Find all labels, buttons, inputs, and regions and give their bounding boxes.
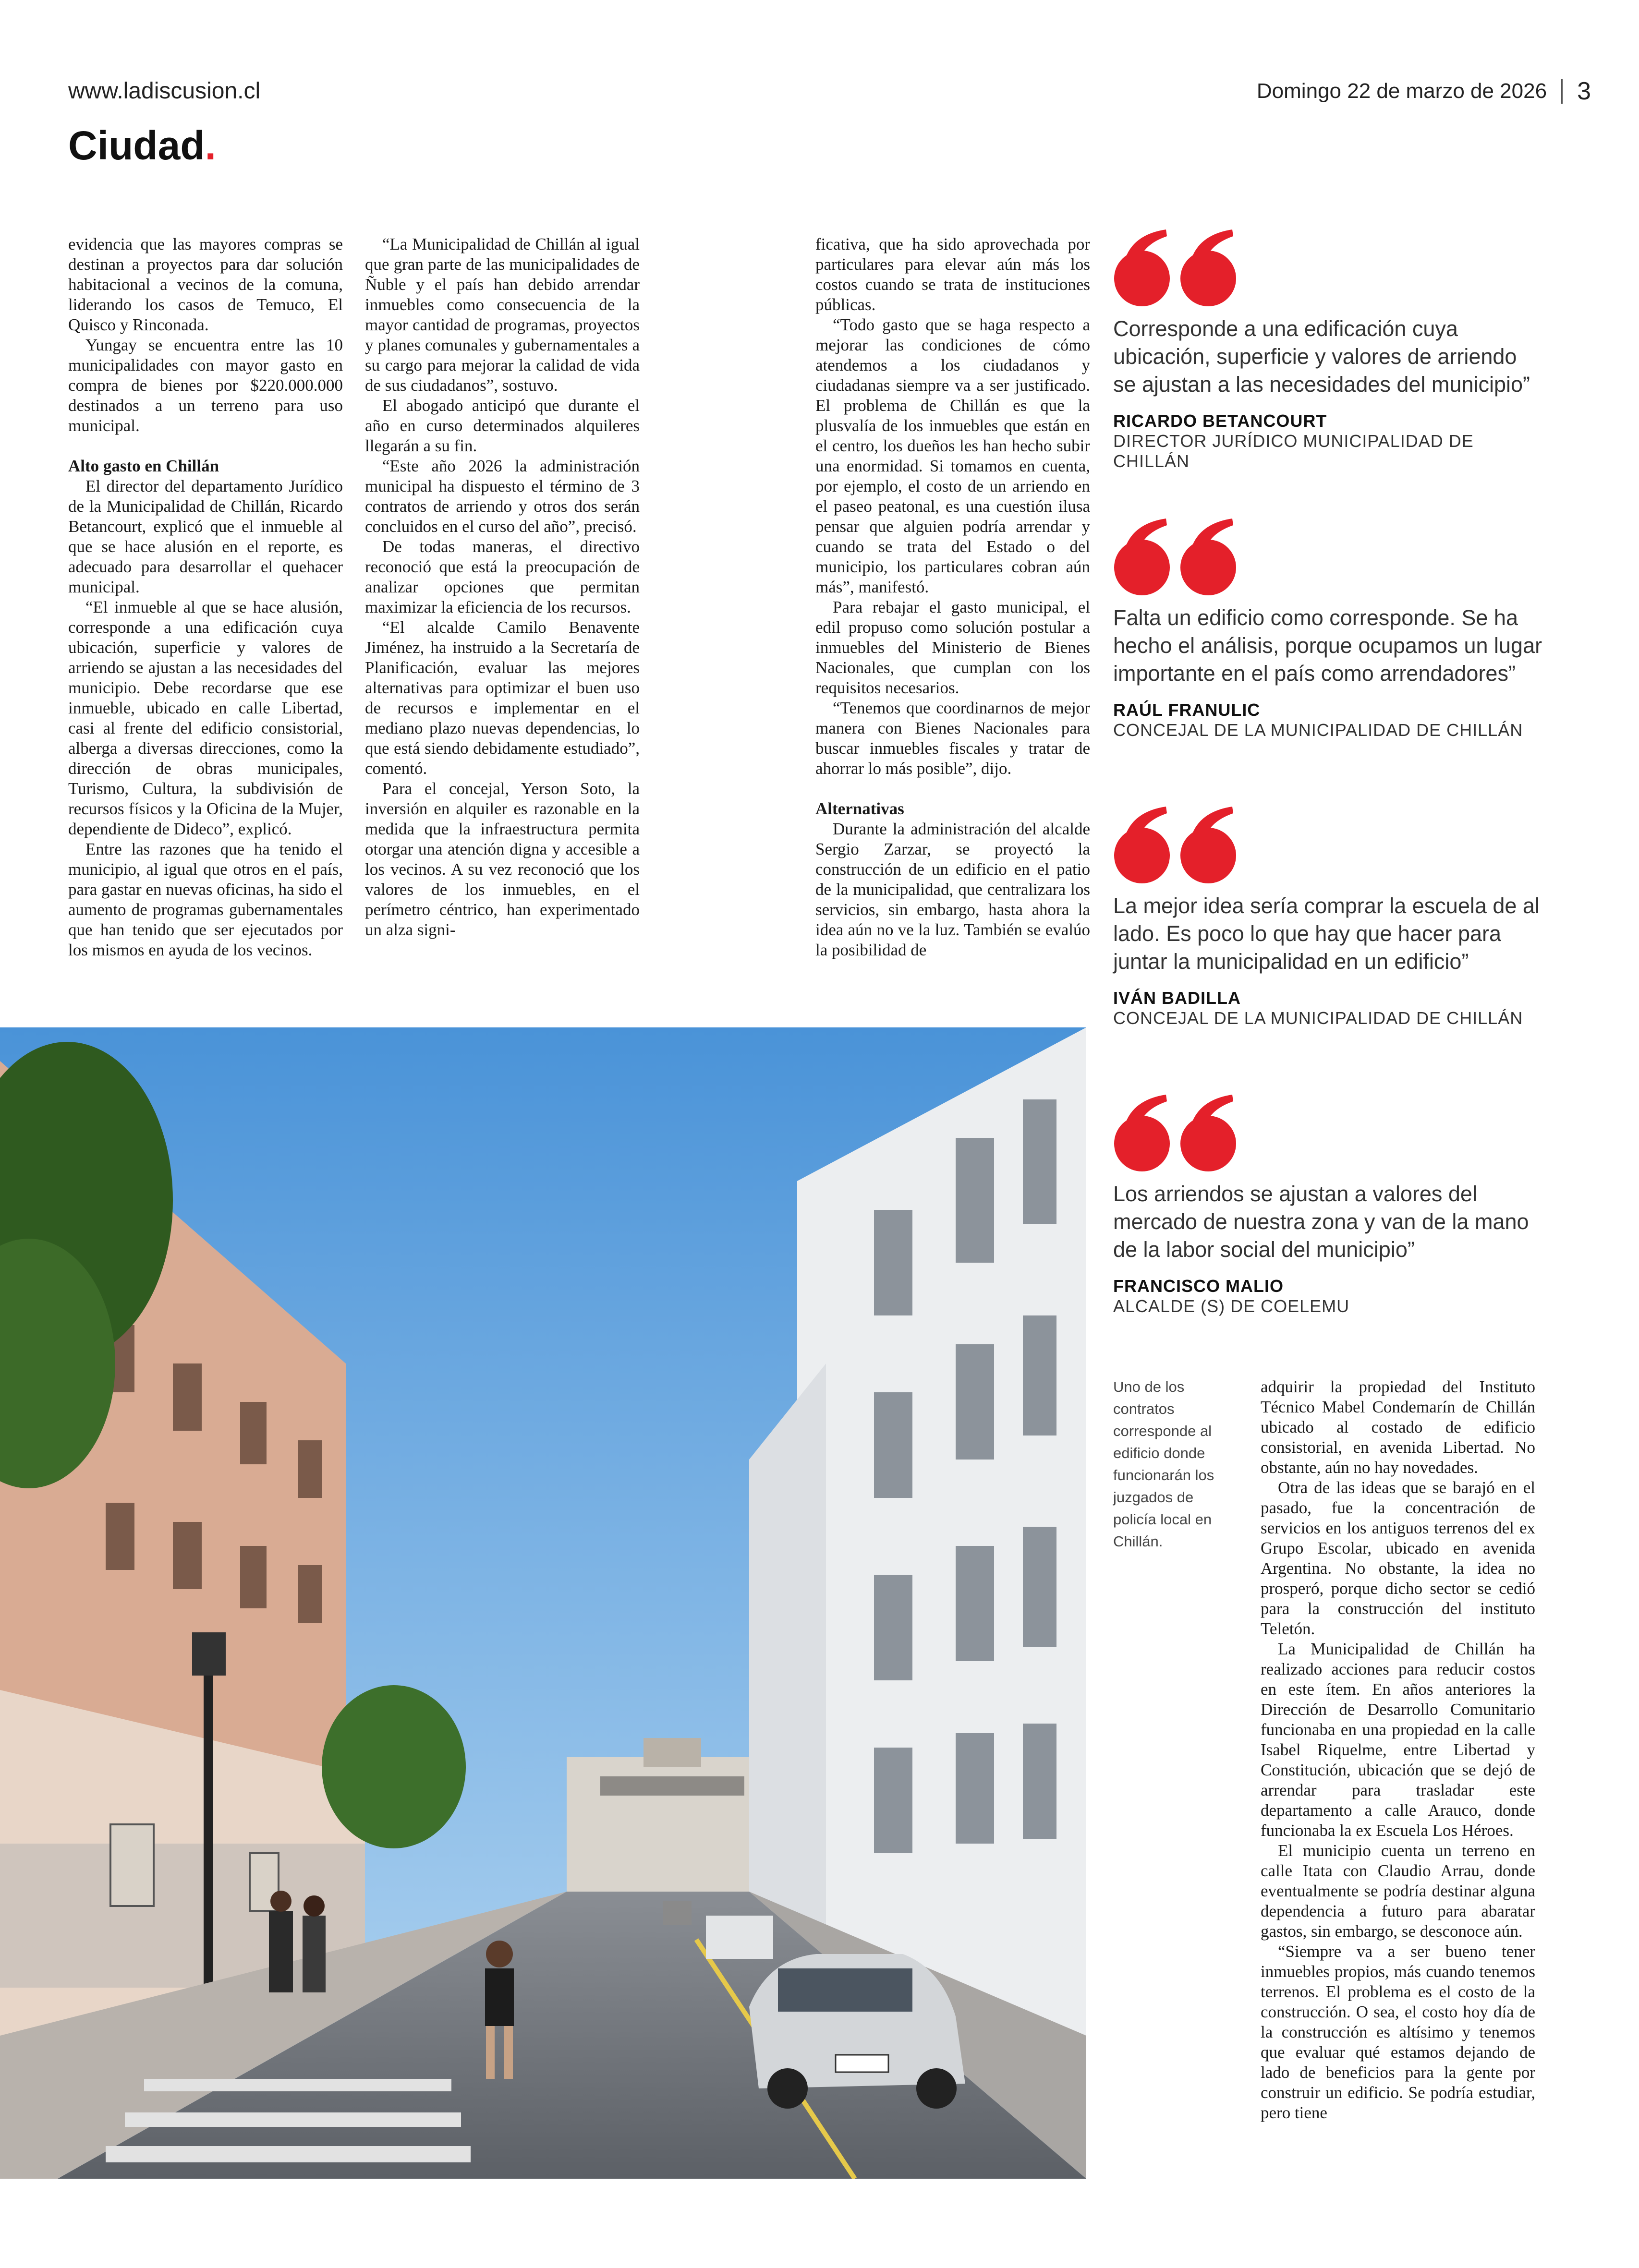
paragraph: De todas maneras, el directivo reconoció que está la preocupación de analizar opciones que permitan maximizar la eficiencia de los recursos. <box>365 537 640 616</box>
paragraph: “Tenemos que coordinarnos de mejor manera con Bienes Nacionales para buscar inmuebles fiscales y tratar de ahorrar lo más posible”, dijo. <box>815 699 1090 778</box>
street-photo <box>0 1027 1086 2179</box>
pull-quote <box>1113 803 1545 1028</box>
quote-text: Los arriendos se ajustan a valores del mercado de nuestra zona y van de la mano de la labor social del municipio” <box>1113 1182 1529 1262</box>
quote-author: IVÁN BADILLA <box>1113 988 1241 1008</box>
photo-caption: Uno de los contratos corresponde al edificio donde funcionarán los juzgados de policía local en Chillán. <box>1113 1378 1214 1550</box>
paragraph: Entre las razones que ha tenido el municipio, al igual que otros en el país, para gastar en nuevas oficinas, ha sido el aumento de programas gubernamentales que han tenido que ser ejecutados por los mismos en ayuda de los vecinos. <box>68 840 343 959</box>
paragraph: ficativa, que ha sido aprovechada por particulares para elevar aún más los costos cuando se trata de instituciones públicas. <box>815 235 1090 314</box>
paragraph: Otra de las ideas que se barajó en el pasado, fue la concentración de servicios en los antiguos terrenos del ex Grupo Escolar, ubicado en avenida Argentina. No obstante, la idea no prosperó, porque dicho sector se cedió para la construcción del instituto Teletón. <box>1261 1478 1535 1638</box>
quote-role: ALCALDE (S) DE COELEMU <box>1113 1296 1350 1316</box>
street-scene-image <box>0 1027 1086 2179</box>
dateline <box>1257 77 1591 106</box>
paragraph: “Este año 2026 la administración municipal ha dispuesto el término de 3 contratos de arriendo y otros dos serán concluidos en el curso del año”, precisó. <box>365 457 640 536</box>
quote-mark-icon <box>1113 1091 1243 1172</box>
article-column-4 <box>1261 1377 1535 2123</box>
quote-author: RAÚL FRANULIC <box>1113 700 1261 720</box>
paragraph: Para el concejal, Yerson Soto, la inversión en alquiler es razonable en la medida que la infraestructura permita otorgar una atención digna y accesible a los vecinos. A su vez reconoció que los valores de los inmuebles, en el perímetro céntrico, han experimentado un alza signi- <box>365 779 640 939</box>
paragraph: “Todo gasto que se haga respecto a mejorar las condiciones de cómo atendemos a los ciudadanos y ciudadanas siempre va a ser justificado. El problema de Chillán es que la plusvalía de los inmuebles que están en el centro, los dueños les han hecho subir una enormidad. Si tomamos en cuenta, por ejemplo, el costo de un arriendo en el paseo peatonal, es una cuestión ilusa pensar que alguien podría arrendar y cuando se trata del Estado o del municipio, los particulares cobran aún más”, manifestó. <box>815 315 1090 596</box>
paragraph: “El alcalde Camilo Benavente Jiménez, ha instruido a la Secretaría de Planificación, evaluar las mejores alternativas para optimizar el buen uso de recursos e implementar en el mediano plazo nuevas dependencias, lo que está siendo debidamente estudiado”, comentó. <box>365 618 640 778</box>
quote-role: CONCEJAL DE LA MUNICIPALIDAD DE CHILLÁN <box>1113 1008 1523 1028</box>
paragraph: adquirir la propiedad del Instituto Técnico Mabel Condemarín de Chillán ubicado al costado de edificio consistorial, en avenida Libertad. No obstante, aún no hay novedades. <box>1261 1377 1535 1477</box>
subheading: Alto gasto en Chillán <box>68 457 219 475</box>
quote-mark-icon <box>1113 803 1243 884</box>
paragraph: El abogado anticipó que durante el año en curso determinados alquileres llegarán a su fin. <box>365 396 640 455</box>
quote-author: RICARDO BETANCOURT <box>1113 411 1327 431</box>
quote-role: CONCEJAL DE LA MUNICIPALIDAD DE CHILLÁN <box>1113 720 1523 740</box>
paragraph: El director del departamento Jurídico de la Municipalidad de Chillán, Ricardo Betancourt, explicó que el inmueble al que se hace alusión en el reporte, es adecuado para desarrollar el quehacer municipal. <box>68 477 343 596</box>
paragraph: Durante la administración del alcalde Sergio Zarzar, se proyectó la construcción de un edificio en el patio de la municipalidad, que centralizara los servicios, sin embargo, hasta ahora la idea aún no ve la luz. También se evalúo la posibilidad de <box>815 820 1090 959</box>
paragraph: Para rebajar el gasto municipal, el edil propuso como solución postular a inmuebles del Ministerio de Bienes Nacionales, que cumplan con los requisitos necesarios. <box>815 598 1090 697</box>
quote-text: Falta un edificio como corresponde. Se ha hecho el análisis, porque ocupamos un lugar importante en el país como arrendadores” <box>1113 605 1542 686</box>
quote-text: Corresponde a una edificación cuya ubicación, superficie y valores de arriendo se ajustan a las necesidades del municipio” <box>1113 316 1530 397</box>
article-column-3 <box>815 234 1090 960</box>
quote-author: FRANCISCO MALIO <box>1113 1276 1284 1296</box>
article-column-1 <box>68 234 343 960</box>
pull-quote <box>1113 226 1545 471</box>
paragraph: “Siempre va a ser bueno tener inmuebles propios, más cuando tenemos terrenos. El problema es el costo de la construcción. O sea, el costo hoy día de la construcción es altísimo y tenemos que evaluar qué estamos dejando de lado de beneficios para la gente por construir un edificio. Se podría estudiar, pero tiene <box>1261 1942 1535 2122</box>
paragraph: La Municipalidad de Chillán ha realizado acciones para reducir costos en este ítem. En años anteriores la Dirección de Desarrollo Comunitario funcionaba en una propiedad en la calle Isabel Riquelme, entre Libertad y Constitución, ubicación que se dejó de arrendar para trasladar este departamento a calle Arauco, donde funcionaba la ex Escuela Los Héroes. <box>1261 1640 1535 1840</box>
quote-mark-icon <box>1113 515 1243 596</box>
divider <box>1561 79 1563 104</box>
paragraph: “El inmueble al que se hace alusión, corresponde a una edificación cuya ubicación, superficie y valores de arriendo se ajustan a las necesidades del municipio. Debe recordarse que ese inmueble, ubicado en calle Libertad, casi al frente del edificio consistorial, alberga a diversas direcciones, como la dirección de obras municipales, Turismo, Cultura, la subdivisión de recursos físicos y la Oficina de la Mujer, dependiente de Dideco”, explicó. <box>68 598 343 838</box>
section-dot: . <box>205 123 216 168</box>
section-title <box>68 122 216 169</box>
subheading: Alternativas <box>815 799 904 818</box>
paragraph: evidencia que las mayores compras se destinan a proyectos para dar solución habitacional a vecinos de la comuna, liderando los casos de Temuco, El Quisco y Rinconada. <box>68 235 343 334</box>
issue-date: Domingo 22 de marzo de 2026 <box>1256 79 1547 103</box>
article-column-2 <box>365 234 640 940</box>
quote-mark-icon <box>1113 226 1243 307</box>
section-label: Ciudad <box>68 123 205 168</box>
site-url: www.ladiscusion.cl <box>68 78 261 104</box>
quote-text: La mejor idea sería comprar la escuela de al lado. Es poco lo que hay que hacer para juntar la municipalidad en un edificio” <box>1113 893 1540 974</box>
page-number: 3 <box>1577 77 1591 105</box>
pull-quote <box>1113 515 1545 740</box>
pull-quote <box>1113 1091 1545 1316</box>
paragraph: “La Municipalidad de Chillán al igual que gran parte de las municipalidades de Ñuble y el país han debido arrendar inmuebles como consecuencia de la mayor cantidad de programas, proyectos y planes comunales y gubernamentales a su cargo para mejorar la calidad de vida de sus ciudadanos”, sostuvo. <box>365 235 640 395</box>
quote-role: DIRECTOR JURÍDICO MUNICIPALIDAD DE CHILLÁN <box>1113 431 1474 471</box>
paragraph: El municipio cuenta un terreno en calle Itata con Claudio Arrau, donde eventualmente se podría destinar alguna dependencia a futuro para abaratar gastos, sin embargo, se desconoce aún. <box>1261 1841 1535 1941</box>
paragraph: Yungay se encuentra entre las 10 municipalidades con mayor gasto en compra de bienes por $220.000.000 destinados a un terreno para uso municipal. <box>68 336 343 435</box>
